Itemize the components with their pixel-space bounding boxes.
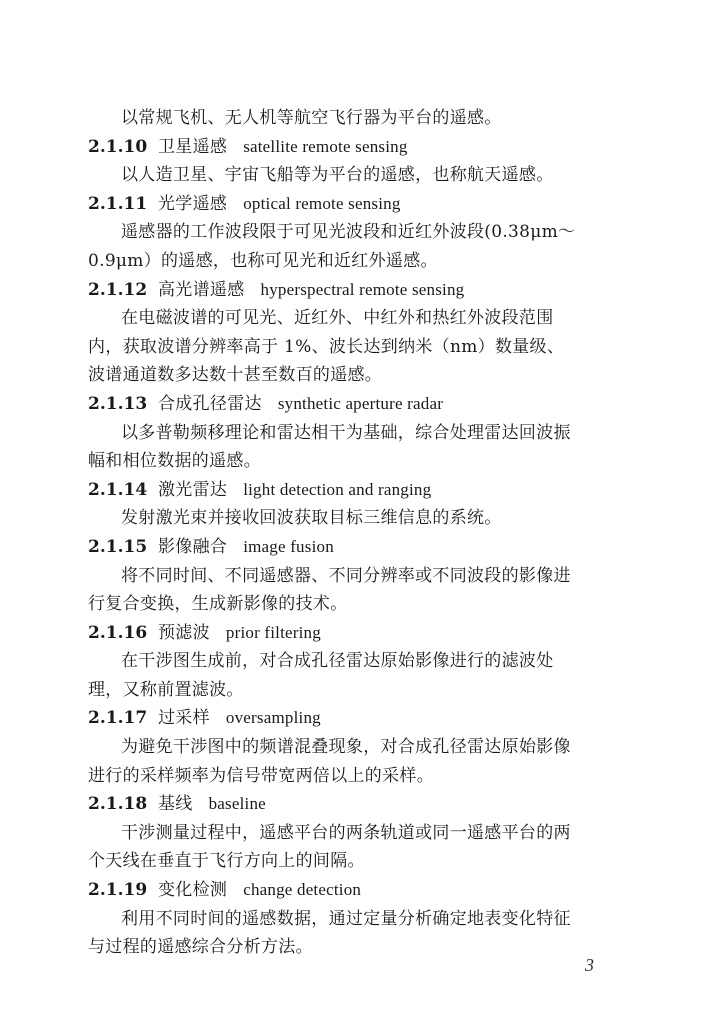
term-number: 2.1.11 [88, 193, 148, 214]
definition-text: 以人造卫星、宇宙飞船等为平台的遥感，也称航天遥感。 [121, 165, 554, 186]
definition-text: 波谱通道数多达数十甚至数百的遥感。 [88, 365, 383, 386]
term-chinese: 激光雷达 [158, 479, 228, 500]
term-english: satellite remote sensing [243, 136, 408, 156]
term-heading [88, 133, 628, 162]
definition-text: 在电磁波谱的可见光、近红外、中红外和热红外波段范围 [121, 308, 554, 329]
term-chinese: 合成孔径雷达 [158, 393, 262, 414]
term-english: optical remote sensing [243, 193, 401, 213]
term-number: 2.1.18 [88, 794, 148, 815]
term-heading [88, 876, 628, 905]
term-number: 2.1.17 [88, 708, 148, 729]
term-english: baseline [208, 794, 266, 814]
definition-text: 幅和相位数据的遥感。 [88, 451, 261, 472]
term-heading [88, 619, 628, 648]
term-english: change detection [243, 880, 362, 900]
term-number: 2.1.16 [88, 622, 148, 643]
definition-text: 发射激光束并接收回波获取目标三维信息的系统。 [121, 508, 502, 529]
definition-text: 在干涉图生成前，对合成孔径雷达原始影像进行的滤波处 [121, 651, 554, 672]
term-heading [88, 704, 628, 733]
term-english: synthetic aperture radar [277, 393, 444, 413]
definition-text: 利用不同时间的遥感数据，通过定量分析确定地表变化特征 [121, 908, 571, 929]
term-english: light detection and ranging [243, 479, 432, 499]
term-english: prior filtering [225, 622, 321, 642]
term-heading [88, 476, 628, 505]
term-chinese: 影像融合 [158, 536, 228, 557]
definition-text: 行复合变换，生成新影像的技术。 [88, 594, 348, 615]
page-number: 3 [585, 955, 594, 975]
term-heading [88, 276, 628, 305]
term-chinese: 高光谱遥感 [158, 279, 245, 300]
term-heading [88, 190, 628, 219]
definition-text: 与过程的遥感综合分析方法。 [88, 937, 313, 958]
definition-text: 进行的采样频率为信号带宽两倍以上的采样。 [88, 765, 434, 786]
term-number: 2.1.12 [88, 279, 148, 300]
term-heading [88, 390, 628, 419]
term-chinese: 卫星遥感 [158, 136, 228, 157]
term-number: 2.1.15 [88, 536, 148, 557]
term-chinese: 光学遥感 [158, 193, 228, 214]
definition-text: 以多普勒频移理论和雷达相干为基础，综合处理雷达回波振 [121, 422, 571, 443]
definition-text: 为避免干涉图中的频谱混叠现象，对合成孔径雷达原始影像 [121, 737, 571, 758]
definition-text: 将不同时间、不同遥感器、不同分辨率或不同波段的影像进 [121, 565, 571, 586]
definition-text: 遥感器的工作波段限于可见光波段和近红外波段(0.38μm～ [121, 222, 576, 243]
definition-text: 理，又称前置滤波。 [88, 679, 244, 700]
term-number: 2.1.19 [88, 880, 148, 901]
term-number: 2.1.10 [88, 136, 148, 157]
term-chinese: 预滤波 [158, 622, 210, 643]
term-english: image fusion [243, 536, 334, 556]
term-english: hyperspectral remote sensing [260, 279, 465, 299]
term-number: 2.1.13 [88, 393, 148, 414]
term-heading [88, 533, 628, 562]
term-chinese: 变化检测 [158, 880, 228, 901]
term-heading [88, 790, 628, 819]
term-english: oversampling [225, 708, 321, 728]
document-body [88, 104, 628, 962]
definition-text: 0.9μm）的遥感，也称可见光和近红外遥感。 [88, 250, 438, 271]
definition-text: 干涉测量过程中，遥感平台的两条轨道或同一遥感平台的两 [121, 822, 571, 843]
term-number: 2.1.14 [88, 479, 148, 500]
definition-text: 个天线在垂直于飞行方向上的间隔。 [88, 851, 365, 872]
term-chinese: 基线 [158, 794, 193, 815]
term-chinese: 过采样 [158, 708, 210, 729]
definition-text: 以常规飞机、无人机等航空飞行器为平台的遥感。 [121, 108, 502, 128]
definition-text: 内，获取波谱分辨率高于 1%、波长达到纳米（nm）数量级、 [88, 336, 565, 357]
